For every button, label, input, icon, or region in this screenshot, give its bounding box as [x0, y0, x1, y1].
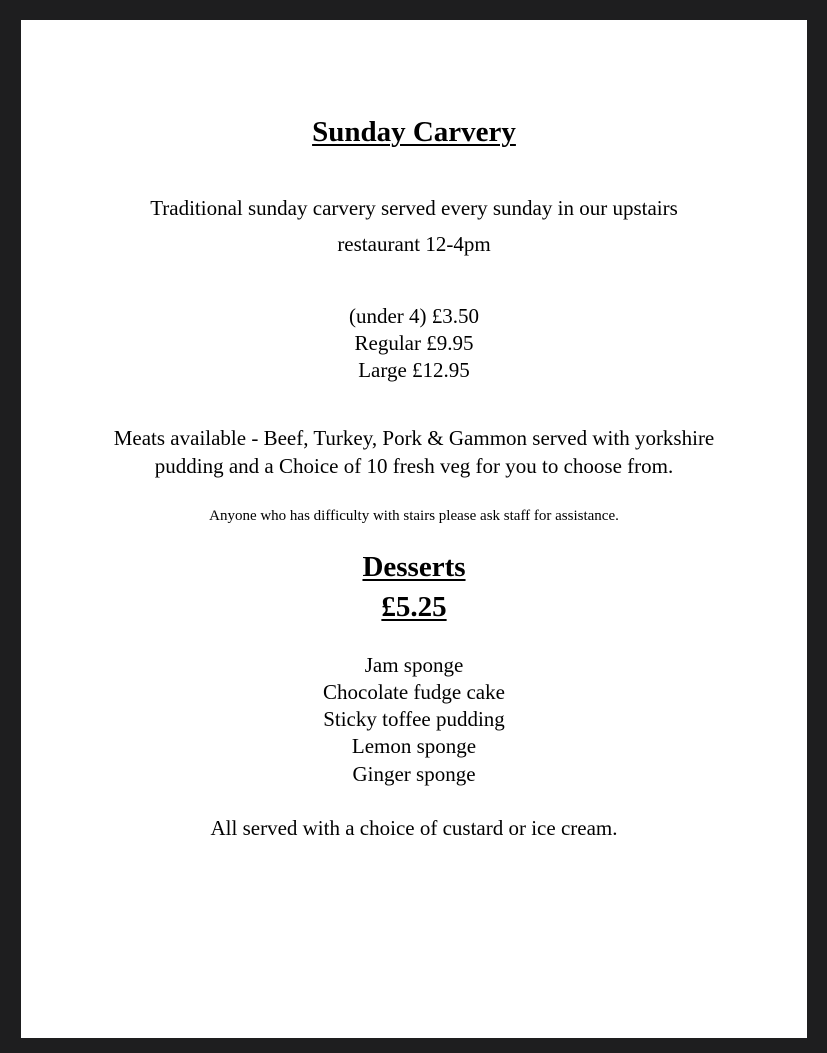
price-under-4: (under 4) £3.50	[348, 304, 480, 328]
carvery-intro-line-2: restaurant 12-4pm	[337, 232, 491, 256]
dessert-item-jam-sponge: Jam sponge	[364, 653, 464, 677]
dessert-item-sticky-toffee-pudding: Sticky toffee pudding	[323, 707, 505, 731]
meats-line-2: pudding and a Choice of 10 fresh veg for you to choose from.	[154, 454, 674, 478]
meats-line-1: Meats available - Beef, Turkey, Pork & Gammon served with yorkshire	[113, 426, 715, 450]
desserts-price: £5.25	[381, 591, 447, 623]
carvery-title: Sunday Carvery	[312, 116, 516, 148]
menu-page	[21, 20, 807, 1038]
price-large: Large £12.95	[358, 358, 470, 382]
carvery-intro-line-1: Traditional sunday carvery served every sunday in our upstairs	[150, 196, 678, 220]
desserts-title: Desserts	[362, 551, 466, 583]
desserts-footer: All served with a choice of custard or ice cream.	[210, 816, 618, 840]
accessibility-note: Anyone who has difficulty with stairs please ask staff for assistance.	[209, 508, 619, 524]
dessert-item-chocolate-fudge-cake: Chocolate fudge cake	[323, 680, 505, 704]
price-regular: Regular £9.95	[354, 331, 474, 355]
dessert-item-ginger-sponge: Ginger sponge	[352, 762, 476, 786]
dessert-item-lemon-sponge: Lemon sponge	[351, 734, 477, 758]
